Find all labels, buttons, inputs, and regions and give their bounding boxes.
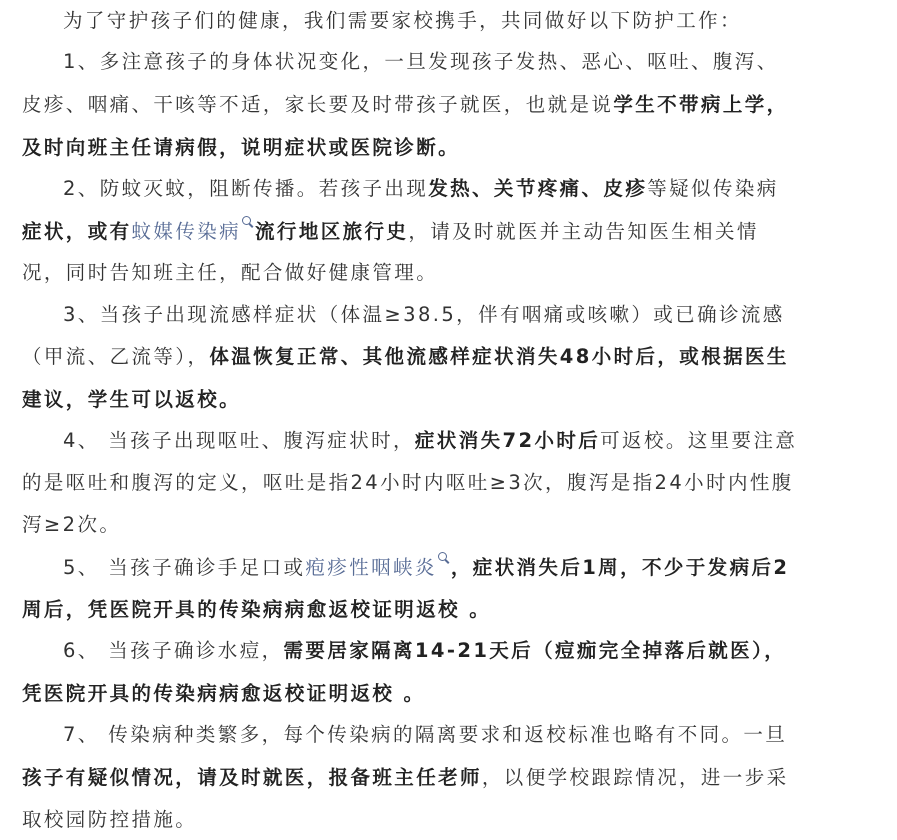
item5-text: 5、 当孩子确诊手足口或 [63, 556, 306, 579]
item3-line2 [22, 342, 874, 372]
item7-text: ，以便学校跟踪情况，进一步采 [481, 766, 789, 789]
item4-line1 [63, 426, 874, 456]
item1-text: 1、多注意孩子的身体状况变化，一旦发现孩子发热、恶心、呕吐、腹泻、 [63, 50, 779, 73]
item7-line2 [22, 763, 874, 793]
item1-line3 [22, 133, 874, 163]
mosquito-disease-link[interactable]: 蚊媒传染病 [131, 220, 242, 243]
item6-text: 6、 当孩子确诊水痘， [63, 639, 284, 662]
item4-bold-text: 症状消失72小时后 [414, 429, 601, 452]
item3-text: （甲流、乙流等）， [22, 345, 210, 368]
item2-text: 等疑似传染病 [647, 177, 779, 200]
item2-line2 [22, 216, 874, 246]
item4-text: 4、 当孩子出现呕吐、腹泻症状时， [63, 429, 415, 452]
item3-line3 [22, 385, 874, 415]
item6-bold-text: 凭医院开具的传染病病愈返校证明返校 。 [22, 682, 426, 705]
item5-line2 [22, 595, 874, 625]
item1-bold-text: 学生不带病上学， [613, 93, 789, 116]
item5-bold-text: 周后，凭医院开具的传染病病愈返校证明返校 。 [22, 598, 492, 621]
item4-text: 泻≥2次。 [22, 513, 122, 536]
item6-line1 [63, 636, 874, 666]
item7-text: 取校园防控措施。 [22, 808, 198, 831]
search-icon[interactable] [438, 552, 450, 564]
item4-line2 [22, 468, 874, 498]
search-icon[interactable] [242, 216, 254, 228]
item4-line3 [22, 510, 874, 540]
item5-bold-text: ，症状消失后1周，不少于发病后2 [450, 556, 790, 579]
item6-line2 [22, 679, 874, 709]
item3-bold-text: 体温恢复正常、其他流感样症状消失48小时后，或根据医生 [209, 345, 789, 368]
item7-line1 [63, 720, 874, 750]
item1-line1 [63, 47, 874, 77]
item1-text: 皮疹、咽痛、干咳等不适，家长要及时带孩子就医，也就是说 [22, 93, 614, 116]
item4-text: 可返校。这里要注意 [600, 429, 798, 452]
item1-bold-text: 及时向班主任请病假，说明症状或医院诊断。 [22, 136, 461, 159]
herpangina-link[interactable]: 疱疹性咽峡炎 [305, 556, 437, 579]
item6-bold-text: 需要居家隔离14-21天后（痘痂完全掉落后就医）， [283, 639, 787, 662]
intro-text: 为了守护孩子们的健康，我们需要家校携手，共同做好以下防护工作： [63, 9, 742, 32]
item3-bold-text: 建议，学生可以返校。 [22, 388, 242, 411]
item2-line3 [22, 258, 874, 288]
item2-text: 2、防蚊灭蚊，阻断传播。若孩子出现 [63, 177, 429, 200]
item7-line3 [22, 805, 874, 835]
item2-text: ，请及时就医并主动告知医生相关情 [408, 220, 759, 243]
item2-bold-text: 发热、关节疼痛、皮疹 [428, 177, 648, 200]
item7-text: 7、 传染病种类繁多，每个传染病的隔离要求和返校标准也略有不同。一旦 [63, 723, 788, 746]
item2-bold-text: 流行地区旅行史 [255, 220, 409, 243]
item7-bold-text: 孩子有疑似情况，请及时就医，报备班主任老师 [22, 766, 482, 789]
item1-line2 [22, 90, 874, 120]
item3-text: 3、当孩子出现流感样症状（体温≥38.5，伴有咽痛或咳嗽）或已确诊流感 [63, 303, 785, 326]
item3-line1 [63, 300, 874, 330]
intro-paragraph [63, 6, 874, 36]
item5-line1 [63, 552, 874, 582]
item2-text: 况，同时告知班主任，配合做好健康管理。 [22, 261, 439, 284]
item2-line1 [63, 174, 874, 204]
item4-text: 的是呕吐和腹泻的定义，呕吐是指24小时内呕吐≥3次，腹泻是指24小时内性腹 [22, 471, 794, 494]
item2-bold-text: 症状，或有 [22, 220, 132, 243]
